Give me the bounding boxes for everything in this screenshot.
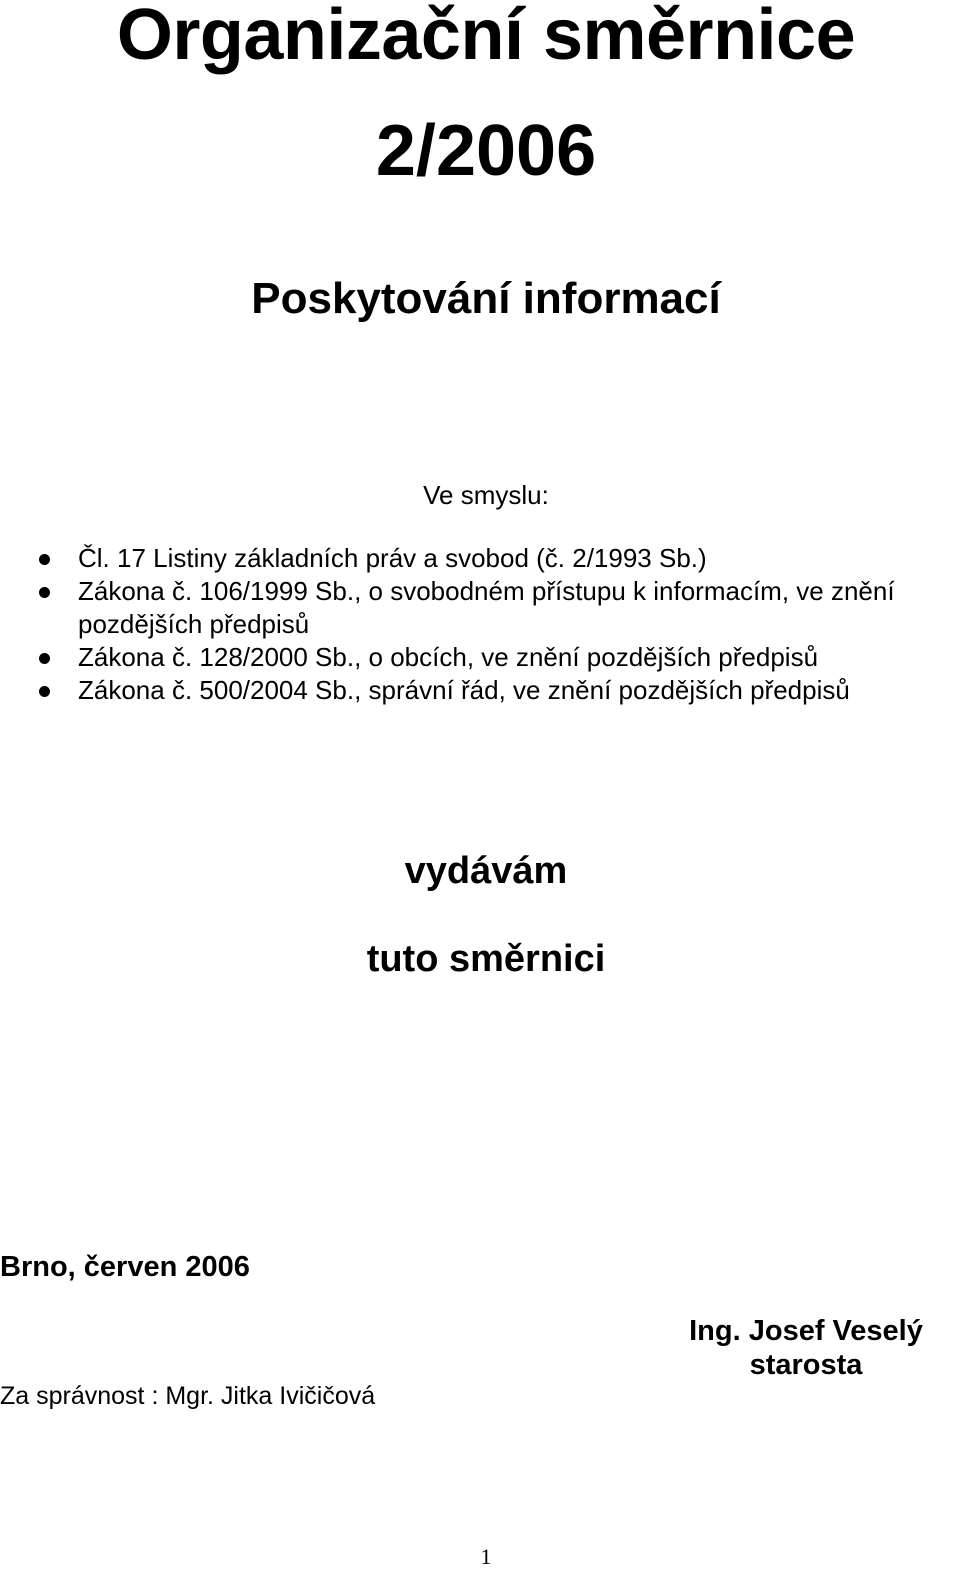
list-item: [0, 542, 960, 575]
signatory-role: starosta: [749, 1349, 863, 1381]
list-item: [0, 641, 960, 674]
intro-text: Ve smyslu:: [423, 480, 549, 510]
issue-statement: vydávám: [404, 850, 568, 892]
signatory-block: [656, 1314, 956, 1382]
list-item-text: Zákona č. 106/1999 Sb., o svobodném přístupu k informacím, ve znění pozdějších předpisů: [78, 576, 895, 639]
signatory-name: Ing. Josef Veselý: [689, 1315, 923, 1347]
bullet-icon: [39, 653, 50, 664]
correctness-note: Za správnost : Mgr. Jitka Ivičičová: [0, 1382, 376, 1410]
bullet-icon: [39, 587, 50, 598]
legal-basis-list: [0, 542, 960, 707]
list-item: [0, 575, 960, 641]
document-subtitle: Poskytování informací: [251, 274, 721, 323]
list-item-text: Zákona č. 500/2004 Sb., správní řád, ve znění pozdějších předpisů: [78, 675, 850, 705]
directive-statement: tuto směrnici: [366, 938, 606, 980]
list-item: [0, 674, 960, 707]
place-and-date: Brno, červen 2006: [0, 1251, 250, 1283]
bullet-icon: [39, 686, 50, 697]
page-number: 1: [480, 1544, 492, 1569]
list-item-text: Zákona č. 128/2000 Sb., o obcích, ve znění pozdějších předpisů: [78, 642, 819, 672]
document-title: Organizační směrnice: [116, 0, 856, 75]
bullet-icon: [39, 554, 50, 565]
list-item-text: Čl. 17 Listiny základních práv a svobod (č. 2/1993 Sb.): [78, 543, 707, 573]
directive-number: 2/2006: [375, 111, 597, 191]
